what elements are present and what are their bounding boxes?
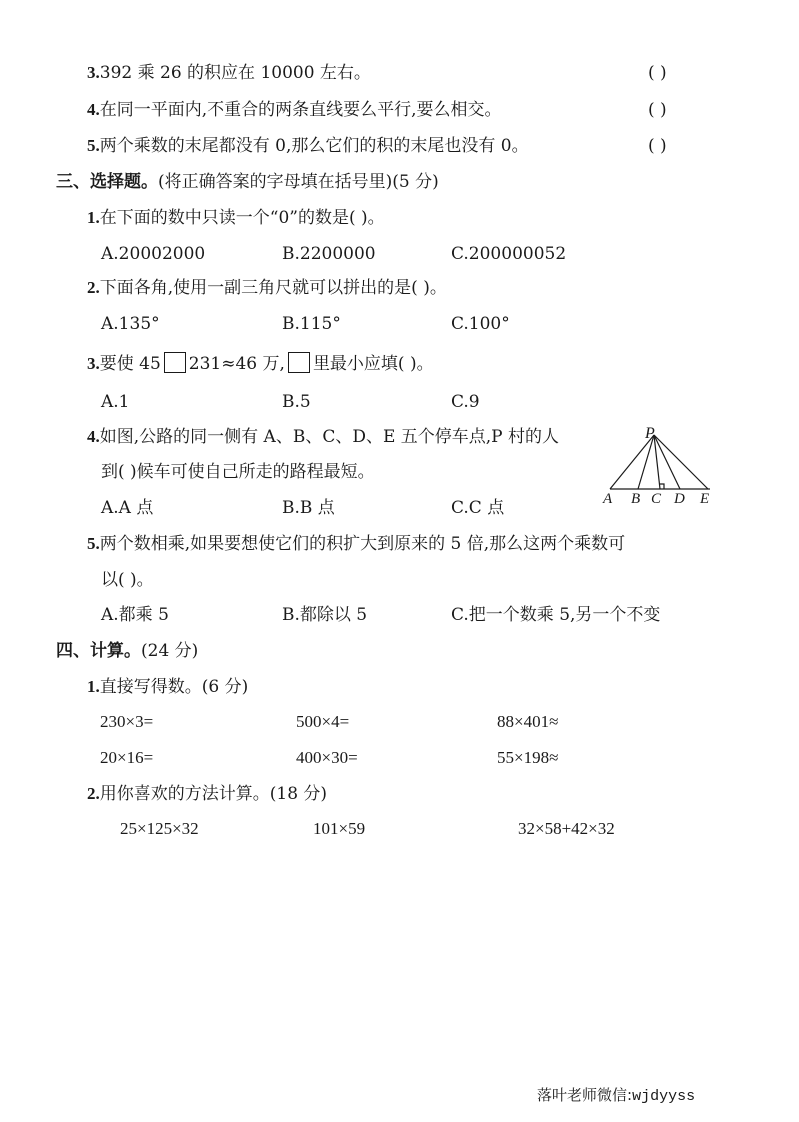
item-text: 392 乘 26 的积应在 10000 左右。 bbox=[99, 63, 371, 83]
section-choice-title bbox=[56, 172, 439, 192]
segment-pd bbox=[654, 435, 680, 489]
answer-paren: ( ) bbox=[648, 136, 667, 156]
item-number: 4. bbox=[87, 100, 100, 119]
calc-expr: 20×16= bbox=[100, 748, 154, 767]
answer-paren: ( ) bbox=[648, 63, 667, 83]
option-b: B.2200000 bbox=[282, 244, 376, 264]
blank-box bbox=[164, 352, 186, 373]
item-text: 两个乘数的末尾都没有 0,那么它们的积的末尾也没有 0。 bbox=[99, 136, 529, 156]
judge-item-3 bbox=[87, 63, 371, 83]
section-note: (将正确答案的字母填在括号里)(5 分) bbox=[158, 172, 439, 192]
label-b: B bbox=[631, 491, 641, 506]
section-note: (24 分) bbox=[141, 641, 199, 661]
option-b: B.115° bbox=[282, 314, 341, 334]
option-c: C.200000052 bbox=[451, 244, 567, 264]
option-a: A.1 bbox=[101, 392, 130, 412]
option-c: C.把一个数乘 5,另一个不变 bbox=[451, 605, 661, 625]
footer-contact bbox=[537, 1086, 695, 1106]
item-number: 1. bbox=[87, 677, 100, 696]
footer-label: 落叶老师微信: bbox=[537, 1086, 633, 1104]
label-d: D bbox=[674, 491, 685, 506]
item-text-pre: 要使 45 bbox=[99, 354, 161, 374]
label-c: C bbox=[651, 491, 662, 506]
calc-expr: 400×30= bbox=[296, 748, 358, 767]
calc-expr: 230×3= bbox=[100, 712, 154, 731]
item-number: 4. bbox=[87, 427, 100, 446]
item-text: 在下面的数中只读一个“0”的数是( )。 bbox=[99, 208, 385, 228]
label-p: P bbox=[645, 425, 655, 442]
answer-paren: ( ) bbox=[648, 100, 667, 120]
section-calc-title bbox=[56, 641, 198, 661]
judge-item-4 bbox=[87, 100, 502, 120]
section-title-text: 三、选择题。 bbox=[56, 172, 158, 192]
item-number: 2. bbox=[87, 784, 100, 803]
item-text: 下面各角,使用一副三角尺就可以拼出的是( )。 bbox=[99, 278, 447, 298]
segment-pb bbox=[638, 435, 654, 489]
calc-part1 bbox=[87, 677, 248, 697]
option-b: B.5 bbox=[282, 392, 311, 412]
calc-expr: 25×125×32 bbox=[120, 819, 199, 838]
option-b: B.B 点 bbox=[282, 498, 335, 518]
item-text-mid: 231≈46 万, bbox=[188, 354, 285, 374]
blank-box bbox=[288, 352, 310, 373]
option-c: C.C 点 bbox=[451, 498, 505, 518]
option-b: B.都除以 5 bbox=[282, 605, 368, 625]
choice-q4-line2: 到( )候车可使自己所走的路程最短。 bbox=[101, 462, 375, 482]
segment-pe bbox=[654, 435, 708, 489]
label-e: E bbox=[700, 491, 710, 506]
item-text-post: 里最小应填( )。 bbox=[312, 354, 434, 374]
item-number: 3. bbox=[87, 354, 100, 373]
item-text: 两个数相乘,如果要想使它们的积扩大到原来的 5 倍,那么这两个乘数可 bbox=[99, 534, 626, 554]
option-c: C.9 bbox=[451, 392, 480, 412]
choice-q5-line1 bbox=[87, 534, 625, 554]
item-number: 2. bbox=[87, 278, 100, 297]
option-a: A.20002000 bbox=[101, 244, 206, 264]
item-number: 5. bbox=[87, 534, 100, 553]
item-text: 如图,公路的同一侧有 A、B、C、D、E 五个停车点,P 村的人 bbox=[99, 427, 560, 447]
item-number: 5. bbox=[87, 136, 100, 155]
option-a: A.都乘 5 bbox=[101, 605, 169, 625]
option-c: C.100° bbox=[451, 314, 510, 334]
item-text: 用你喜欢的方法计算。(18 分) bbox=[99, 784, 328, 804]
right-angle-mark bbox=[660, 484, 664, 489]
option-a: A.A 点 bbox=[101, 498, 154, 518]
label-a: A bbox=[603, 491, 613, 506]
item-number: 1. bbox=[87, 208, 100, 227]
calc-expr: 101×59 bbox=[313, 819, 366, 838]
calc-expr: 55×198≈ bbox=[497, 748, 559, 767]
item-text: 在同一平面内,不重合的两条直线要么平行,要么相交。 bbox=[99, 100, 502, 120]
judge-item-5 bbox=[87, 136, 529, 156]
choice-q2 bbox=[87, 278, 447, 298]
calc-expr: 32×58+42×32 bbox=[518, 819, 615, 838]
choice-q1 bbox=[87, 208, 385, 228]
calc-expr: 500×4= bbox=[296, 712, 350, 731]
choice-q4-line1 bbox=[87, 427, 559, 447]
option-a: A.135° bbox=[101, 314, 160, 334]
item-number: 3. bbox=[87, 63, 100, 82]
bus-stop-figure bbox=[600, 422, 718, 506]
choice-q5-line2: 以( )。 bbox=[101, 570, 154, 590]
footer-id: wjdyyss bbox=[632, 1088, 696, 1105]
section-title-text: 四、计算。 bbox=[56, 641, 141, 661]
item-text: 直接写得数。(6 分) bbox=[99, 677, 249, 697]
choice-q3 bbox=[87, 352, 434, 374]
calc-expr: 88×401≈ bbox=[497, 712, 559, 731]
segment-pc bbox=[654, 435, 660, 489]
segment-pa bbox=[610, 435, 654, 489]
calc-part2 bbox=[87, 784, 327, 804]
